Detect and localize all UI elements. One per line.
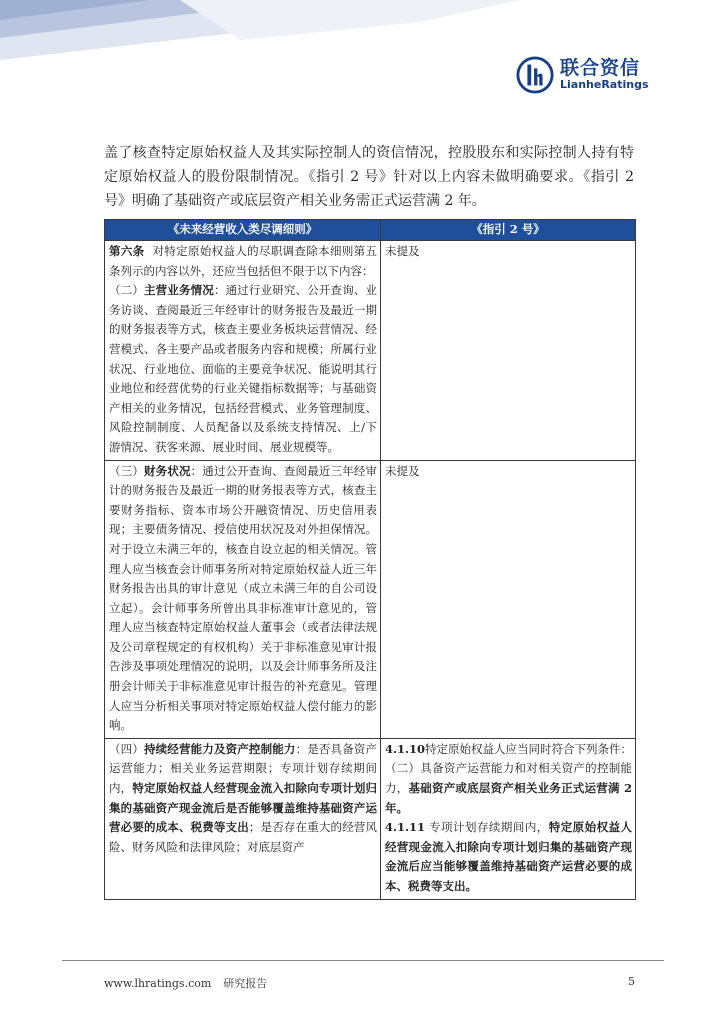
row2-left-cell: [105, 460, 381, 738]
row3-right-clause1-no: 4.1.10: [385, 741, 426, 756]
row3-right-clause2-no: 4.1.11: [385, 820, 426, 835]
lh-logo-icon: [516, 56, 554, 94]
row3-text2: ；是否存在重大的经营风险、财务风险和法律风险；对底层资产: [109, 820, 378, 854]
row2-item-title: 财务状况: [143, 463, 191, 478]
row3-right-bold1: 基础资产或底层资产相关业务正式运营满 2 年。: [385, 781, 632, 815]
table-row: [105, 738, 636, 899]
table-header-row: [105, 220, 636, 241]
row3-right-cell: [381, 738, 636, 899]
footer-divider: [62, 960, 664, 961]
header-decoration: [0, 0, 520, 100]
row1-left-cell: [105, 241, 381, 461]
row3-right-text2: 专项计划存续期间内，: [425, 820, 549, 835]
row2-item-prefix: （三）: [109, 463, 144, 478]
brand-logo: [516, 56, 649, 94]
row3-right-bold2: 特定原始权益人经营现金流入扣除向专项计划归集的基础资产现金流后应当能够覆盖维持基础资产运营必要的成本、税费等支出。: [385, 820, 633, 893]
row1-item-prefix: （二）: [109, 283, 144, 298]
intro-paragraph: 盖了核查特定原始权益人及其实际控制人的资信情况，控股股东和实际控制人持有特定原始权益人的股份限制情况。《指引 2 号》针对以上内容未做明确要求。《指引 2 号》明确了基础资产或底层资产相关业务需正式运营满 2 年。: [104, 145, 634, 209]
footer-label: 研究报告: [223, 977, 268, 990]
page-number: 5: [628, 975, 635, 988]
row1-right-cell: 未提及: [381, 241, 636, 461]
row1-item-text: ：通过行业研究、公开查询、业务访谈、查阅最近三年经审计的财务报告及最近一期的财务报表等方式，核查主要业务板块运营情况、经营模式、各主要产品或者服务内容和规模；所属行业状况、行业地位、面临的主要竞争状况、能说明其行业地位和经营优势的行业关键指标数据等；与基础资产相关的业务情况，包括经营模式、业务管理制度、风险控制制度、人员配备以及系统支持情况、上/下游情况、获客来源、展业时间、展业规模等。: [109, 283, 378, 454]
row1-article-text: 对特定原始权益人的尽职调查除本细则第五条列示的内容以外，还应当包括但不限于以下内容：: [109, 244, 378, 278]
row3-right-text1: 特定原始权益人应当同时符合下列条件：（二）具备资产运营能力和对相关资产的控制能力，: [385, 741, 633, 796]
brand-name-en: LianheRatings: [560, 78, 649, 91]
table-row: [105, 460, 636, 738]
brand-name-cn: 联合资信: [560, 57, 641, 79]
row1-item-title: 主营业务情况: [143, 283, 214, 298]
header-left: 《未来经营收入类尽调细则》: [105, 220, 381, 241]
row2-right-cell: 未提及: [381, 460, 636, 738]
comparison-table: [104, 219, 636, 900]
row1-article-label: 第六条: [109, 244, 145, 258]
row3-left-cell: [105, 738, 381, 899]
header-right: 《指引 2 号》: [381, 220, 636, 241]
row3-prefix: （四）: [109, 741, 144, 756]
row3-title: 持续经营能力及资产控制能力: [143, 741, 296, 756]
footer-url: www.lhratings.com: [104, 977, 212, 990]
row2-item-text: ：通过公开查询、查阅最近三年经审计的财务报告及最近一期的财务报表等方式，核查主要财务指标、资本市场公开融资情况、历史信用表现；主要债务情况、授信使用状况及对外担保情况。对于设立未满三年的，核查自设立起的相关情况。管理人应当核查会计师事务所对特定原始权益人近三年财务报告出具的审计意见（成立未满三年的自公司设立起）。会计师事务所曾出具非标准审计意见的，管理人应当核查特定原始权益人董事会（或者法律法规及公司章程规定的有权机构）关于非标准意见审计报告涉及事项处理情况的说明，以及会计师事务所及注册会计师关于非标准意见审计报告的补充意见。管理人应当分析相关事项对特定原始权益人偿付能力的影响。: [109, 463, 378, 733]
footer-left: [104, 975, 279, 991]
row3-bold-text: 特定原始权益人经营现金流入扣除向专项计划归集的基础资产现金流后是否能够覆盖维持基础资产运营必要的成本、税费等支出: [109, 781, 378, 835]
table-row: [105, 241, 636, 461]
row3-text1: ：是否具备资产运营能力；相关业务运营期限；专项计划存续期间内，: [109, 741, 378, 796]
